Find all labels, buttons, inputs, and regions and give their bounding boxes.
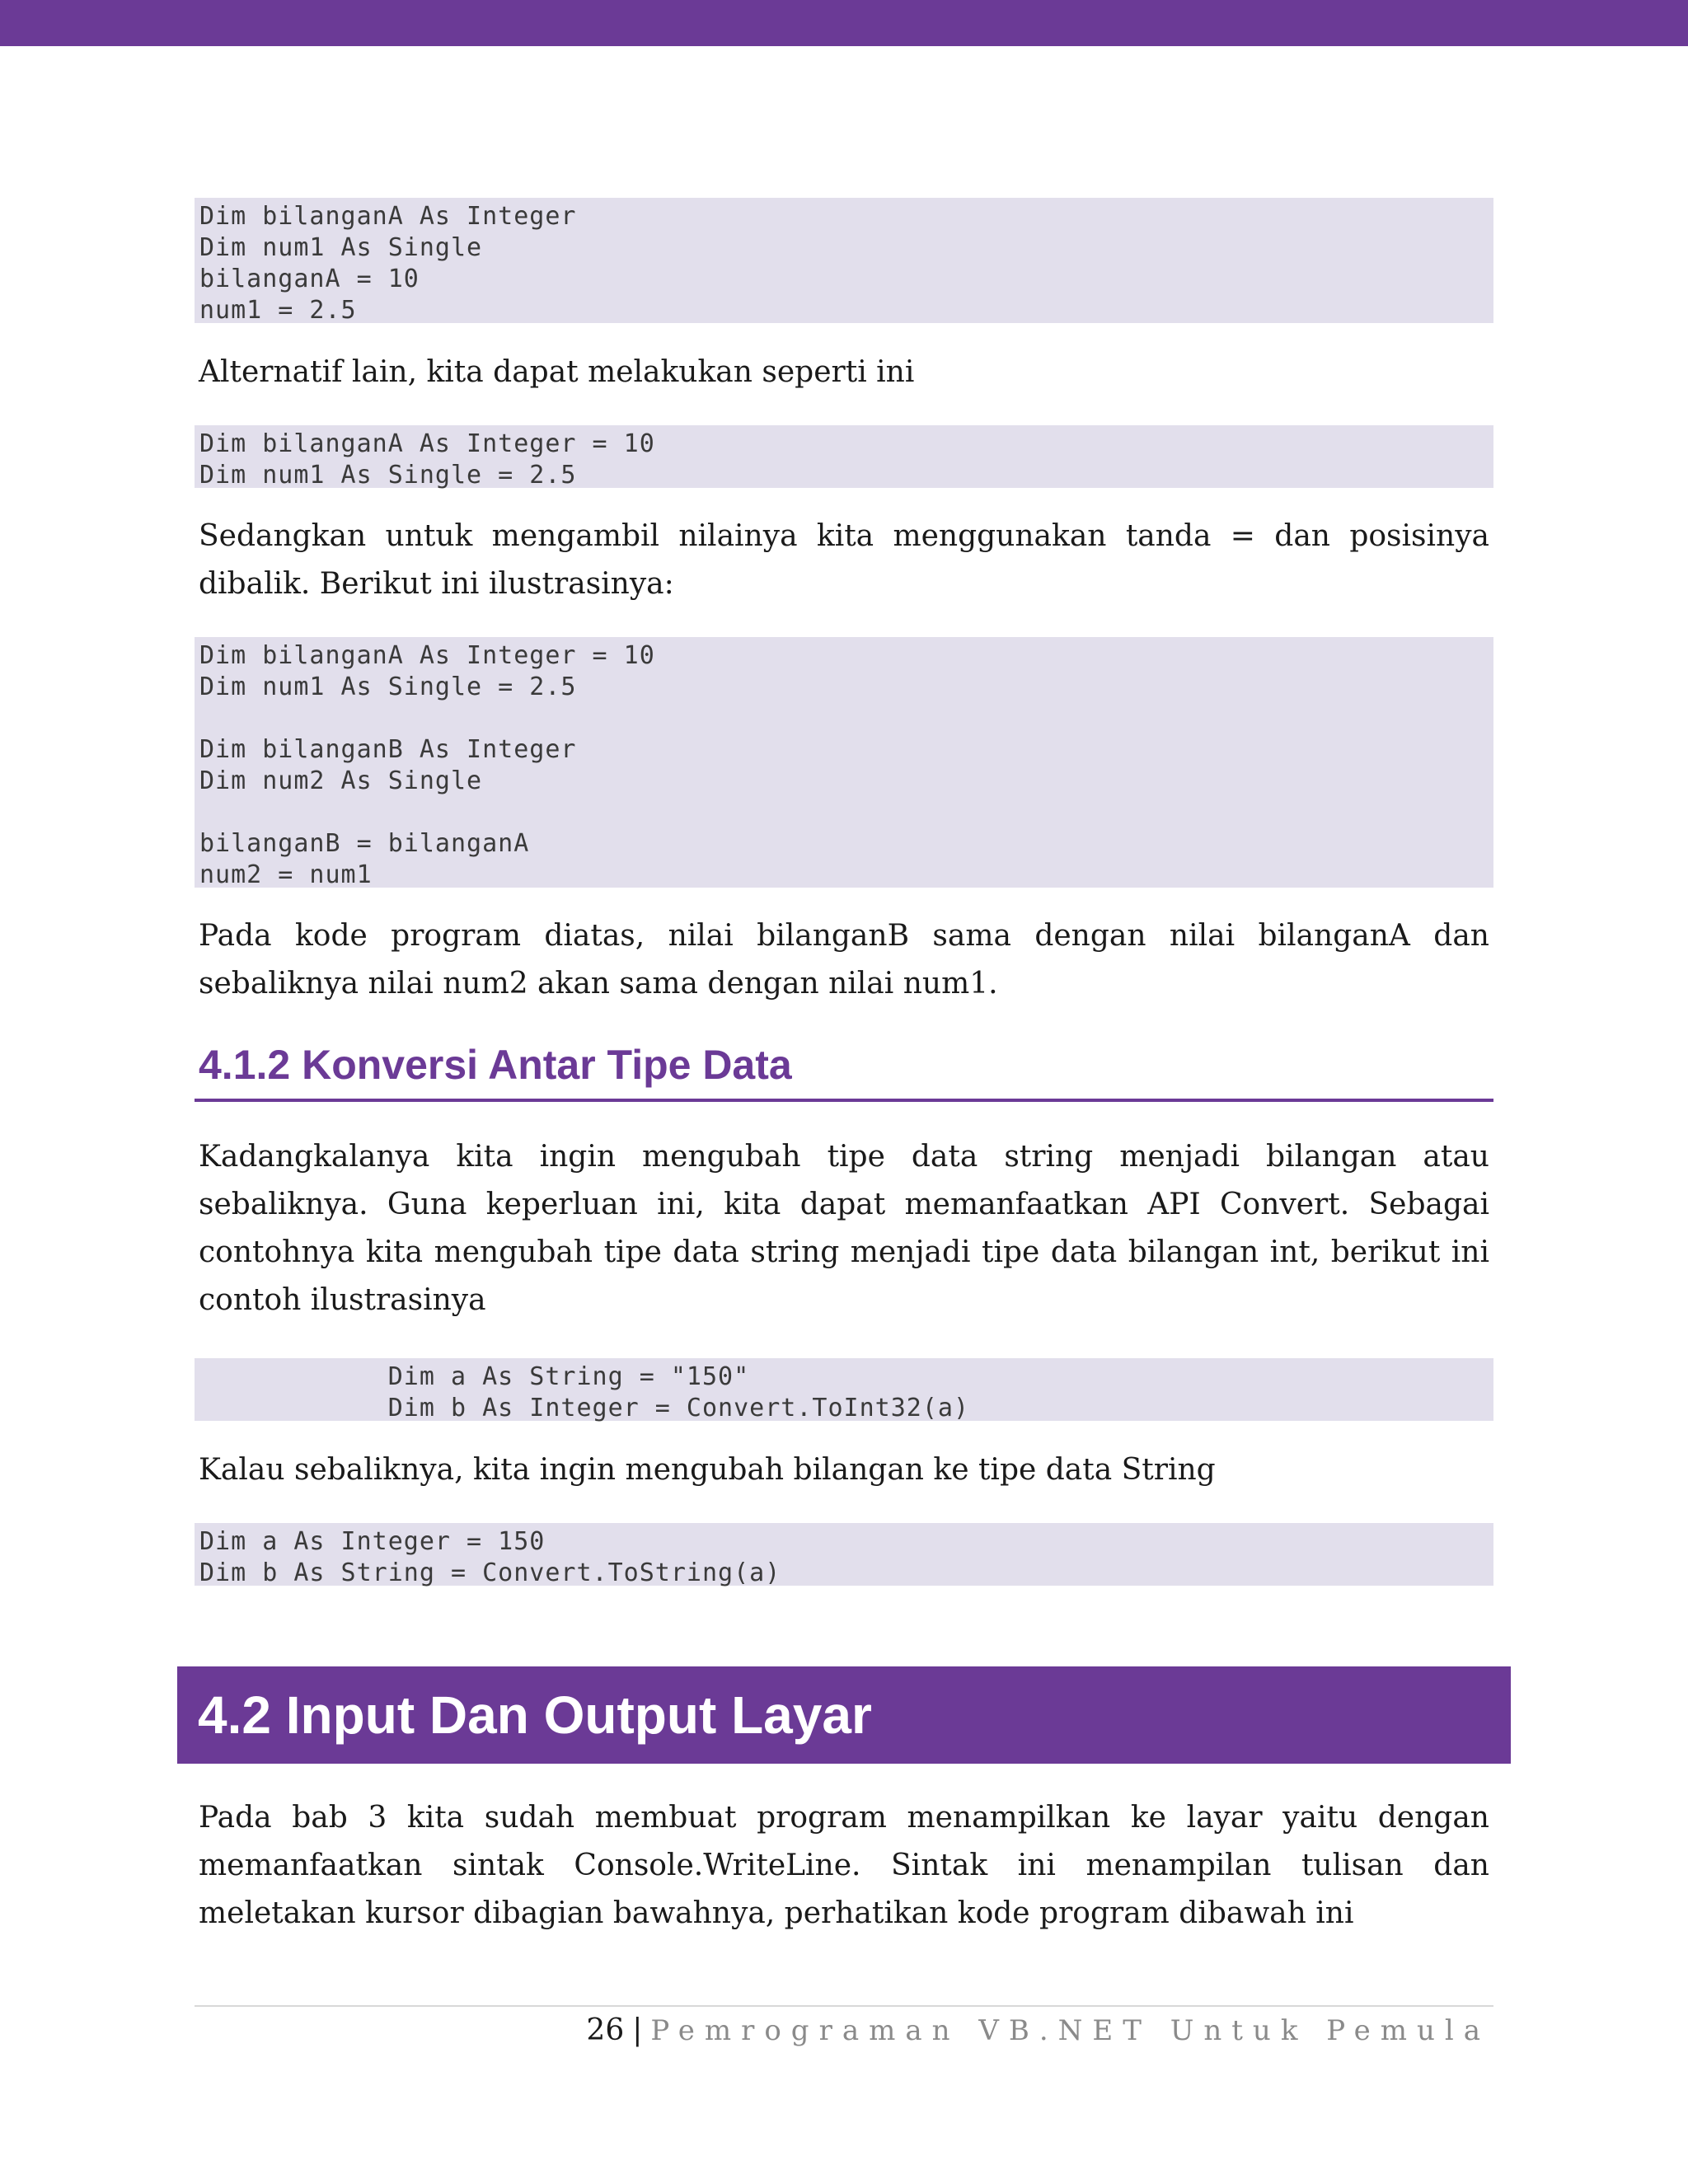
paragraph-reverse-conversion: Kalau sebaliknya, kita ingin mengubah bilangan ke tipe data String [199, 1453, 1216, 1487]
paragraph-alternative: Alternatif lain, kita dapat melakukan seperti ini [199, 355, 915, 389]
code-line: Dim num1 As Single [199, 233, 483, 262]
footer-separator: | [632, 2013, 643, 2047]
code-line [199, 703, 1489, 734]
section-banner [177, 1666, 1511, 1764]
subheading-underline [195, 1099, 1493, 1102]
code-line: Dim a As String = "150" [199, 1362, 750, 1391]
code-block-assignment [195, 637, 1493, 888]
code-line: Dim a As Integer = 150 [199, 1527, 546, 1556]
paragraph-explanation: Pada kode program diatas, nilai bilanganB sama dengan nilai bilanganA dan sebaliknya nilai num2 akan sama dengan nilai num1. [199, 919, 1489, 1001]
code-block-declarations [195, 198, 1493, 323]
subheading-type-conversion: 4.1.2 Konversi Antar Tipe Data [199, 1042, 792, 1088]
code-line: Dim num1 As Single = 2.5 [199, 673, 577, 701]
code-line: Dim bilanganA As Integer = 10 [199, 429, 655, 458]
code-line: Dim b As Integer = Convert.ToInt32(a) [199, 1394, 970, 1422]
code-block-convert-to-int [195, 1358, 1493, 1421]
code-line: Dim bilanganA As Integer = 10 [199, 641, 655, 670]
code-line: Dim b As String = Convert.ToString(a) [199, 1558, 781, 1587]
section-title: 4.2 Input Dan Output Layar [198, 1685, 872, 1745]
code-line: Dim num1 As Single = 2.5 [199, 461, 577, 490]
page-number: 26 [586, 2013, 625, 2047]
code-line: Dim bilanganA As Integer [199, 202, 577, 231]
paragraph-input-output-intro: Pada bab 3 kita sudah membuat program menampilkan ke layar yaitu dengan memanfaatkan sintak Console.WriteLine. Sintak ini menampilan tulisan dan meletakan kursor dibagian bawahnya, perhatikan kode program dibawah ini [199, 1801, 1489, 1930]
book-title: Pemrograman VB.NET Untuk Pemula [650, 2014, 1490, 2047]
paragraph-retrieve-value: Sedangkan untuk mengambil nilainya kita menggunakan tanda = dan posisinya dibalik. Berikut ini ilustrasinya: [199, 519, 1489, 601]
paragraph-conversion-intro: Kadangkalanya kita ingin mengubah tipe data string menjadi bilangan atau sebaliknya. Guna keperluan ini, kita dapat memanfaatkan API Convert. Sebagai contohnya kita mengubah tipe data string menjadi tipe data bilangan int, berikut ini contoh ilustrasinya [199, 1140, 1489, 1317]
code-line [199, 797, 1489, 828]
code-block-inline-init [195, 425, 1493, 488]
code-block-convert-to-string [195, 1523, 1493, 1586]
code-line: bilanganB = bilanganA [199, 829, 530, 858]
code-line: bilanganA = 10 [199, 265, 420, 293]
page-footer [586, 2008, 1490, 2054]
code-line: Dim num2 As Single [199, 766, 483, 795]
footer-divider [195, 2005, 1493, 2007]
code-line: Dim bilanganB As Integer [199, 735, 577, 764]
top-accent-bar [0, 0, 1688, 46]
code-line: num2 = num1 [199, 860, 373, 889]
code-line: num1 = 2.5 [199, 296, 357, 325]
